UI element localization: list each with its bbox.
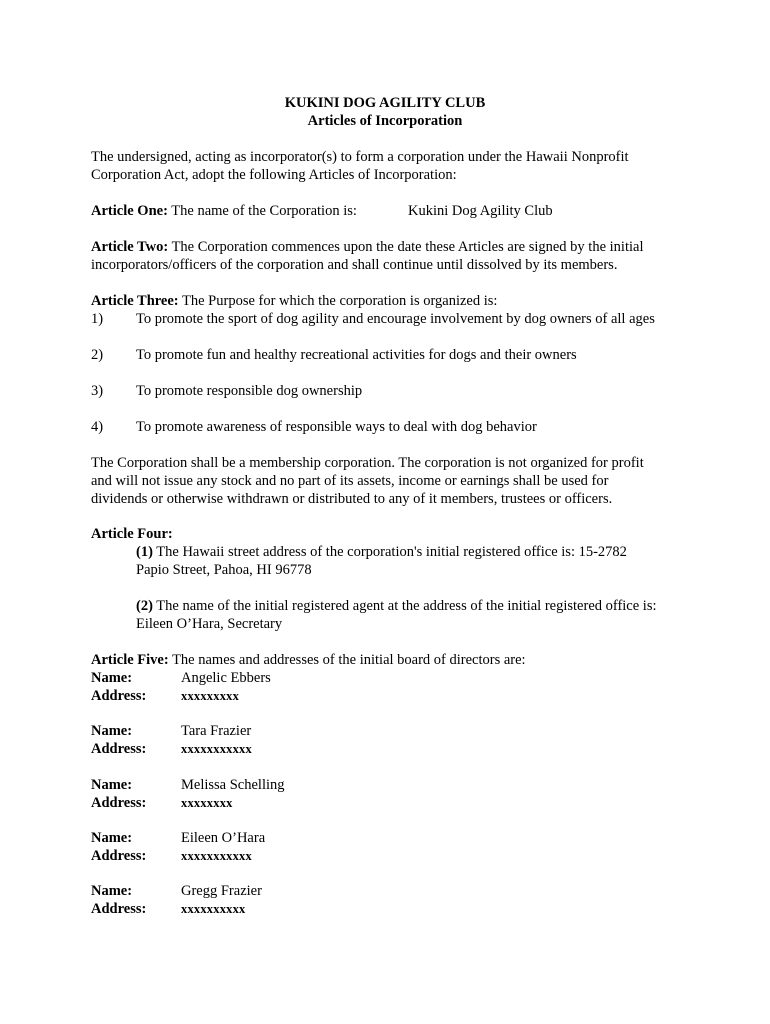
membership-line-3: dividends or otherwise withdrawn or distributed to any of it members, trustees or officers.	[91, 491, 613, 507]
director-entry	[91, 776, 691, 812]
director-address: xxxxxxxx	[181, 796, 233, 810]
membership-line-2: and will not issue any stock and no part of its assets, income or earnings shall be used for	[91, 473, 609, 489]
agent-item-number: (2)	[136, 598, 153, 614]
director-name: Tara Frazier	[181, 723, 252, 739]
name-label: Name:	[91, 830, 133, 846]
registered-agent	[91, 597, 691, 633]
article-three	[91, 292, 691, 328]
director-address-row	[91, 794, 691, 812]
director-address-row	[91, 900, 691, 918]
director-name-row	[91, 669, 691, 687]
purpose-item	[91, 418, 691, 436]
director-address: xxxxxxxxxxx	[181, 742, 252, 756]
director-address: xxxxxxxxx	[181, 689, 240, 703]
purpose-text: To promote fun and healthy recreational activities for dogs and their owners	[136, 347, 577, 363]
address-label: Address:	[91, 901, 147, 917]
agent-line-2: Eileen O’Hara, Secretary	[136, 616, 283, 632]
director-name-row	[91, 776, 691, 794]
article-one-text: The name of the Corporation is:	[171, 203, 357, 219]
director-name-row	[91, 722, 691, 740]
director-name: Angelic Ebbers	[181, 670, 271, 686]
director-address: xxxxxxxxxxx	[181, 849, 252, 863]
address-label: Address:	[91, 741, 147, 757]
article-two-line-1: The Corporation commences upon the date these Articles are signed by the initial	[171, 239, 644, 255]
director-address-row	[91, 740, 691, 758]
article-one	[91, 202, 691, 220]
director-name: Eileen O’Hara	[181, 830, 266, 846]
purpose-text: To promote responsible dog ownership	[136, 383, 363, 399]
name-label: Name:	[91, 670, 133, 686]
director-entry	[91, 882, 691, 918]
article-three-text: The Purpose for which the corporation is organized is:	[182, 293, 498, 309]
name-label: Name:	[91, 883, 133, 899]
director-name: Gregg Frazier	[181, 883, 262, 899]
purpose-text: To promote the sport of dog agility and encourage involvement by dog owners of all ages	[136, 311, 655, 327]
director-entry	[91, 829, 691, 865]
purpose-number: 3)	[91, 383, 104, 399]
article-five	[91, 651, 691, 705]
document-subtitle: Articles of Incorporation	[307, 113, 463, 129]
article-one-heading: Article One:	[91, 203, 168, 219]
intro-line-2: Corporation Act, adopt the following Articles of Incorporation:	[91, 167, 457, 183]
membership-paragraph	[91, 454, 691, 508]
purpose-item	[91, 310, 691, 328]
purpose-item	[91, 382, 691, 400]
address-label: Address:	[91, 688, 147, 704]
director-name-row	[91, 882, 691, 900]
article-two-line-2: incorporators/officers of the corporation and shall continue until dissolved by its members.	[91, 257, 618, 273]
intro-paragraph	[91, 148, 691, 184]
name-label: Name:	[91, 777, 133, 793]
purpose-text: To promote awareness of responsible ways to deal with dog behavior	[136, 419, 537, 435]
director-address: xxxxxxxxxx	[181, 902, 246, 916]
article-five-text: The names and addresses of the initial board of directors are:	[172, 652, 526, 668]
address-label: Address:	[91, 848, 147, 864]
membership-line-1: The Corporation shall be a membership corporation. The corporation is not organized for profit	[91, 455, 644, 471]
address-label: Address:	[91, 795, 147, 811]
agent-line-1: The name of the initial registered agent at the address of the initial registered office is:	[156, 598, 657, 614]
purpose-item	[91, 346, 691, 364]
document-header	[0, 94, 770, 130]
director-address-row	[91, 847, 691, 865]
office-address-line-2: Papio Street, Pahoa, HI 96778	[136, 562, 312, 578]
office-address-line-1: The Hawaii street address of the corporation's initial registered office is: 15-2782	[156, 544, 627, 560]
article-four	[91, 525, 691, 579]
purpose-number: 4)	[91, 419, 104, 435]
purpose-number: 2)	[91, 347, 104, 363]
corporation-name: Kukini Dog Agility Club	[408, 203, 553, 219]
article-two	[91, 238, 691, 274]
director-address-row	[91, 687, 691, 705]
club-title: KUKINI DOG AGILITY CLUB	[284, 95, 486, 111]
article-two-heading: Article Two:	[91, 239, 169, 255]
director-name: Melissa Schelling	[181, 777, 285, 793]
purpose-number: 1)	[91, 311, 104, 327]
intro-line-1: The undersigned, acting as incorporator(s) to form a corporation under the Hawaii Nonprofit	[91, 149, 629, 165]
article-five-heading: Article Five:	[91, 652, 169, 668]
office-item-number: (1)	[136, 544, 153, 560]
article-three-heading: Article Three:	[91, 293, 179, 309]
name-label: Name:	[91, 723, 133, 739]
director-name-row	[91, 829, 691, 847]
article-four-heading: Article Four:	[91, 526, 173, 542]
director-entry	[91, 722, 691, 758]
